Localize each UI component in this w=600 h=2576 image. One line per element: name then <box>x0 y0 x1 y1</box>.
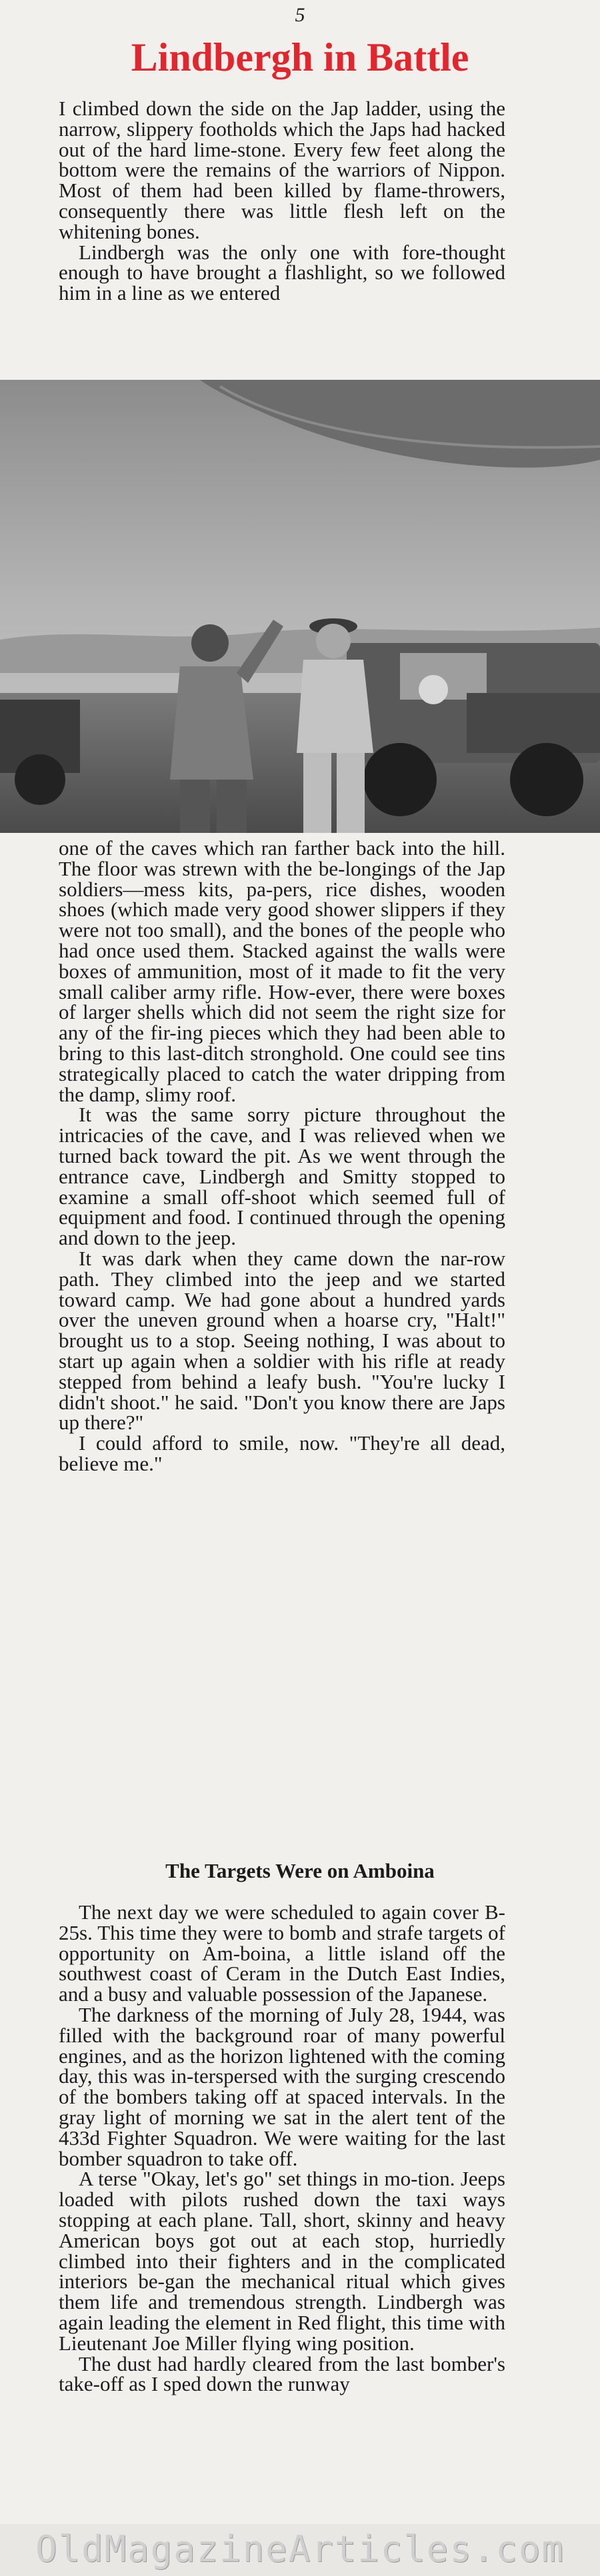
article-column-bottom <box>59 1902 505 2395</box>
article-column-middle <box>59 838 505 1475</box>
paragraph: The next day we were scheduled to again cover B-25s. This time they were to bomb and strafe targets of opportunity on Am-boina, a little island off the southwest coast of Ceram in the Dutch East Indies, and a busy and valuable possession of the Japanese. <box>59 1900 505 2006</box>
paragraph: Lindbergh was the only one with fore-thought enough to have brought a flashlight, so we followed him in a line as we entered <box>59 240 505 305</box>
headline: Lindbergh in Battle <box>131 35 469 79</box>
photo-illustration <box>0 380 600 833</box>
paragraph: It was dark when they came down the nar-row path. They climbed into the jeep and we started toward camp. We had gone about a hundred yards over the uneven ground when a hoarse cry, "Halt!" brought us to a stop. Seeing nothing, I was about to start up again when a soldier with his rifle at ready stepped from behind a leafy bush. "You're lucky I didn't shoot." he said. "Don't you know there are Japs up there?" <box>59 1246 505 1435</box>
paragraph: A terse "Okay, let's go" set things in mo-tion. Jeeps loaded with pilots rushed down the taxi ways stopping at each plane. Tall, short, skinny and heavy American boys got out at each stop, hurriedly climbed into their fighters and in the complicated interiors be-gan the mechanical ritual which gives them life and tremendous strength. Lindbergh was again leading the element in Red flight, this time with Lieutenant Joe Miller flying wing position. <box>59 2167 505 2355</box>
paragraph: It was the same sorry picture throughout the intricacies of the cave, and I was relieved when we turned back toward the pit. As we went through the entrance cave, Lindbergh and Smitty stopped to examine a small off-shoot which seemed full of equipment and food. I continued through the opening and down to the jeep. <box>59 1103 505 1250</box>
paragraph: I climbed down the side on the Jap ladder, using the narrow, slippery footholds which the Japs had hacked out of the hard lime-stone. Every few feet along the bottom were the remains of the warriors of Nippon. Most of them had been killed by flame-throwers, consequently there was little flesh left on the whitening bones. <box>59 97 505 243</box>
footer-banner <box>0 2524 600 2576</box>
article-column-top <box>59 99 505 304</box>
section-subhead: The Targets Were on Amboina <box>165 1859 435 1882</box>
paragraph: The darkness of the morning of July 28, 1944, was filled with the background roar of many powerful engines, and as the horizon lightened with the coming day, this was in-terspersed with the surging crescendo of the bombers taking off at spaced intervals. In the gray light of morning we sat in the alert tent of the 433d Fighter Squadron. We were waiting for the last bomber squadron to take off. <box>59 2002 505 2170</box>
site-watermark: OldMagazineArticles.com <box>35 2528 565 2570</box>
photo-pilots-by-truck <box>0 380 600 833</box>
paragraph: I could afford to smile, now. "They're all dead, believe me." <box>59 1431 505 1475</box>
page-number: 5 <box>295 4 305 26</box>
paragraph: one of the caves which ran farther back into the hill. The floor was strewn with the be-longings of the Jap soldiers—mess kits, pa-pers, rice dishes, wooden shoes (which made very good shower slippers if they were not too small), and the bones of the people who had once used them. Stacked against the walls were boxes of ammunition, most of it made to fit the very small caliber army rifle. How-ever, there were boxes of larger shells which did not seem the right size for any of the fir-ing pieces which they had been able to bring to this last-ditch stronghold. One could see tins strategically placed to catch the water dripping from the damp, slimy roof. <box>59 836 505 1106</box>
paragraph: The dust had hardly cleared from the last bomber's take-off as I sped down the runway <box>59 2351 505 2396</box>
